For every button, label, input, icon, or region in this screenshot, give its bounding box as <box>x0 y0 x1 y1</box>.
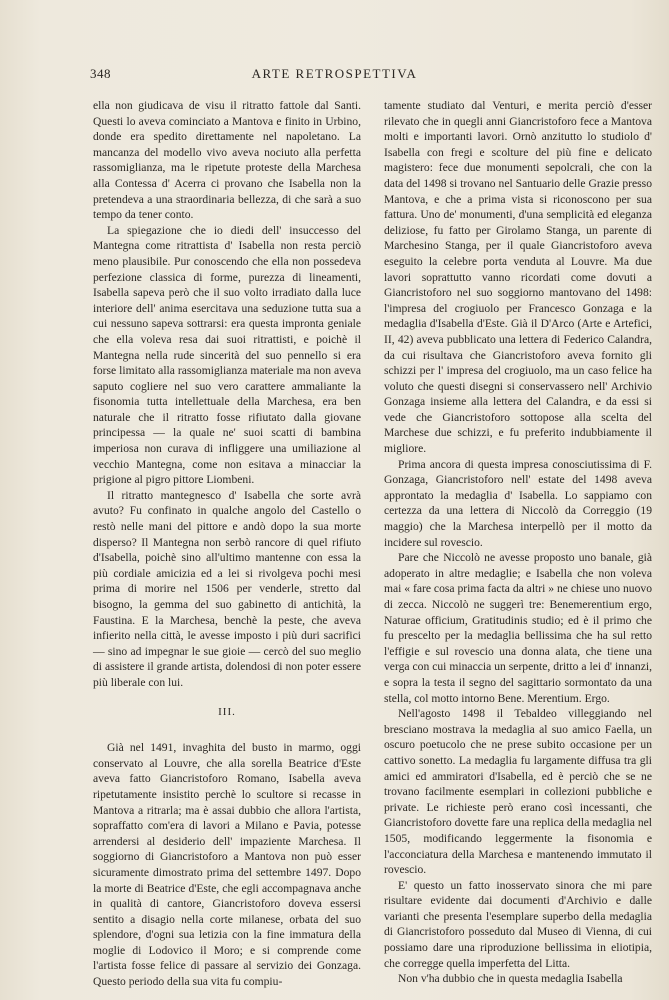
paragraph: E' questo un fatto inosservato sinora che mi pare risultare evidente dai documenti d'Archivio e dalle varianti che presenta l'esemplare superbo della medaglia di Giancristoforo posseduto dal Museo di Vienna, di cui possiamo dare una riproduzione bellissima in eliotipia, che corregge quella imperfetta del Litta. <box>384 878 652 970</box>
page-header <box>0 66 669 86</box>
paragraph: ella non giudicava de visu il ritratto fattole dal Santi. Questi lo aveva cominciato a Mantova e finito in Urbino, donde era spedito direttamente nel napoletano. La mancanza del modello vivo aveva nociuto alla perfetta rassomiglianza, ma le ripetute proteste della Marchesa alla Contessa d' Acerra ci provano che Isabella non la pretendeva a una straordinaria bellezza, di che sarà a suo tempo da tener conto. <box>93 99 361 222</box>
left-column <box>93 98 361 990</box>
running-title: ARTE RETROSPETTIVA <box>251 66 418 81</box>
paragraph: Pare che Niccolò ne avesse proposto uno banale, già adoperato in altre medaglie; e Isabella che non voleva mai « fare cosa prima facta da altri » ne chiese uno nuovo di zecca. Niccolò ne suggerì tre: Benemerentium ergo, Naturae officium, Gratitudinis studio; ed è il primo che fu prescelto per la medaglia bellissima che ha sul retto l'effigie e sul rovescio una donna alata, che tiene una verga con cui minaccia un serpente, dritto a lei d' innanzi, e sopra la testa il segno del sagittario sormontato da una stella, col motto intorno Bene. Merentium. Ergo. <box>384 551 652 705</box>
right-column <box>384 98 652 987</box>
paragraph: La spiegazione che io diedi dell' insuccesso del Mantegna come ritrattista d' Isabella non resta perciò meno plausibile. Pur conoscendo che ella non possedeva perfezione classica di forme, purezza di lineamenti, Isabella sapeva però che il suo volto irradiato dalla luce interiore dell' anima esercitava una seduzione tutta sua a cui nessuno sapeva sottrarsi: era questa impronta geniale che ella voleva resa dai suoi ritrattisti, e poichè il Mantegna nella rude sincerità del suo pennello si era forse limitato alla rassomiglianza materiale ma non aveva saputo cogliere nel suo vero carattere ammaliante la fisonomia tutta intellettuale della Marchesa, era ben naturale che il ritratto fosse rifiutato dalla giovane principessa — la quale ne' suoi scatti di bambina imperiosa non curava di infliggere una umiliazione al vecchio Mantegna, come non esitava a minacciar la prigione al pigro pittore Liombeni. <box>93 223 361 487</box>
paragraph: Prima ancora di questa impresa conosciutissima di F. Gonzaga, Giancristoforo nell' estate del 1498 aveva approntato la medaglia d' Isabella. Lo sappiamo con certezza da una lettera di Niccolò da Correggio (19 maggio) che la Marchesa interpellò per il motto da incidere sul rovescio. <box>384 457 652 549</box>
page-number: 348 <box>90 66 111 81</box>
paragraph: Nell'agosto 1498 il Tebaldeo villeggiando nel bresciano mostrava la medaglia al suo amico Faella, un oscuro poetucolo che ne prese subito occasione per un cattivo sonetto. La medaglia fu largamente diffusa tra gli amici ed ammiratori d'Isabella, ed è perciò che se ne trovano facilmente esemplari in collezioni pubbliche e private. Le richieste però erano così incessanti, che Giancristoforo dovette fare una replica della medaglia nel 1505, modificando leggermente la fisonomia e l'acconciatura della Marchesa e mantenendo immutato il rovescio. <box>384 707 652 877</box>
section-heading: III. <box>218 705 236 718</box>
paragraph: Il ritratto mantegnesco d' Isabella che sorte avrà avuto? Fu confinato in qualche angolo del Castello o restò nelle mani del pittore e andò dopo la sua morte disperso? Il Mantegna non serbò rancore di quel rifiuto d'Isabella, poichè sino all'ultimo mantenne con essa la più cordiale amicizia ed a lei si rivolgeva pochi mesi prima di morire nel 1506 per venderle, stretto dal bisogno, la gemma del suo gabinetto di antichità, la Faustina. E la Marchesa, benchè la peste, che aveva infierito nella città, le avesse imposto i più duri sacrifici — sino ad impegnar le sue gioie — cercò del suo meglio di assistere il grande artista, dolendosi di non poter essere più liberale con lui. <box>93 488 361 689</box>
paragraph: Non v'ha dubbio che in questa medaglia Isabella <box>398 972 623 986</box>
paragraph: Già nel 1491, invaghita del busto in marmo, oggi conservato al Louvre, che alla sorella Beatrice d'Este aveva fatto Giancristoforo Romano, Isabella aveva ripetutamente insistito perchè lo scultore si recasse in Mantova a ritrarla; ma è assai dubbio che allora l'artista, sopraffatto com'era di lavori a Milano e Pavia, potesse arrendersi al desiderio dell' impaziente Marchesa. Il soggiorno di Giancristoforo a Mantova non può esser sicuramente dimostrato prima del settembre 1497. Dopo la morte di Beatrice d'Este, che egli accompagnava anche in qualità di cantore, Giancristoforo doveva essersi sentito a disagio nella corte milanese, orbata del suo splendore, d'ogni sua letizia con la fine immatura della moglie di Lodovico il Moro; e si comprende come l'artista fosse felice di passare al servizio dei Gonzaga. Questo periodo della sua vita fu compiu- <box>93 741 361 989</box>
paragraph: tamente studiato dal Venturi, e merita perciò d'esser rilevato che in quegli anni Giancristoforo fece a Mantova molti e importanti lavori. Ornò anzitutto lo studiolo d' Isabella con fregi e scolture del più fine e delicato magistero: fece due monumenti sepolcrali, che con la data del 1498 si trovano nel Santuario delle Grazie presso Mantova, e che a prima vista si riconoscono per sua fattura. Uno de' monumenti, d'una semplicità ed eleganza deliziose, fu fatto per Girolamo Stanga, un parente di Marchesino Stanga, per il quale Giancristoforo aveva eseguito la celebre porta venduta al Louvre. Ma due lavori soprattutto vanno ricordati come dovuti a Giancristoforo nel suo soggiorno mantovano del 1498: l'impresa del crogiuolo per Francesco Gonzaga e la medaglia d'Isabella d'Este. Già il D'Arco (Arte e Artefici, II, 42) aveva pubblicato una lettera di Federico Calandra, da cui risultava che Giancristoforo aveva fornito gli schizzi per l' impresa del crogiuolo, ma un caso felice ha voluto che questi disegni si conservassero nell' Archivio Gonzaga insieme alla lettera del Calandra, e da essi si vede che Giancristoforo sottopose alla scelta del Marchese due schizzi, e fu preferito indubbiamente il migliore. <box>384 99 652 456</box>
